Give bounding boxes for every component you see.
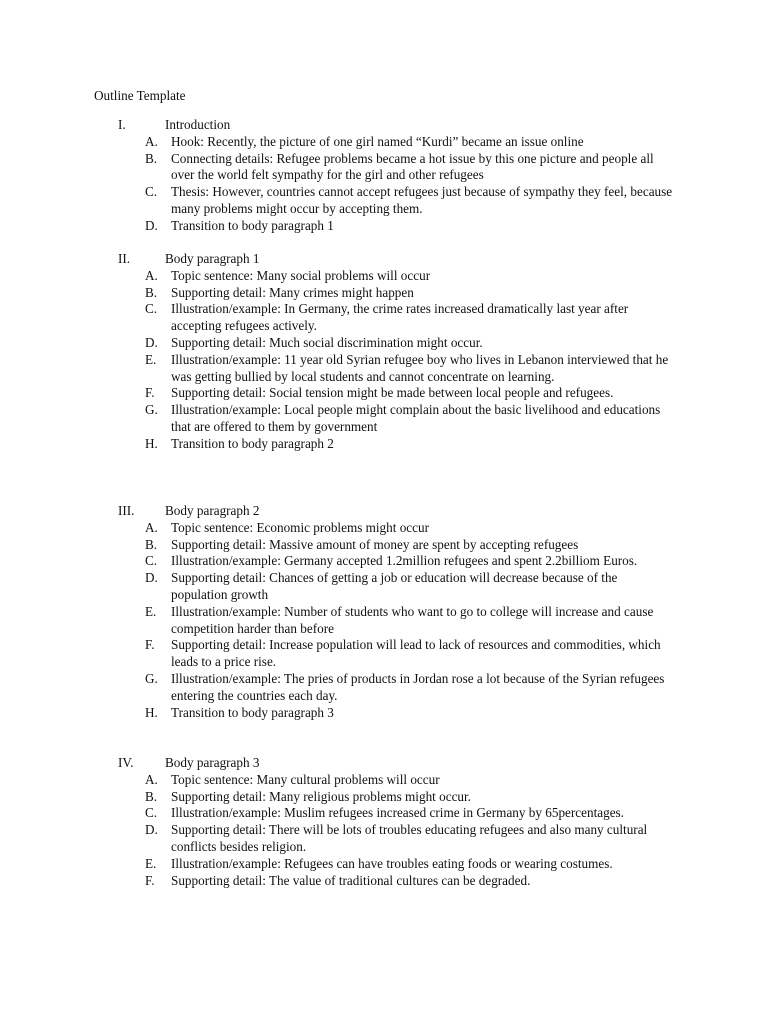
outline-item xyxy=(0,772,675,789)
item-letter: A. xyxy=(145,267,158,283)
item-letter: B. xyxy=(145,788,158,804)
outline-item xyxy=(0,671,675,705)
section-title: Body paragraph 3 xyxy=(165,755,260,770)
item-letter: F. xyxy=(145,872,155,888)
item-letter: D. xyxy=(145,217,158,233)
item-letter: B. xyxy=(145,284,158,300)
item-text: Supporting detail: Many religious problems might occur. xyxy=(171,788,471,804)
outline-item xyxy=(0,604,675,638)
item-letter: E. xyxy=(145,603,157,619)
item-text: Illustration/example: Refugees can have troubles eating foods or wearing costumes. xyxy=(171,855,613,871)
section-heading xyxy=(0,117,768,134)
item-text: Transition to body paragraph 1 xyxy=(171,217,334,233)
item-text: Topic sentence: Many cultural problems will occur xyxy=(171,771,440,787)
item-text: Illustration/example: Local people might complain about the basic livelihood and educations that are offered to them by government xyxy=(171,402,661,434)
item-letter: A. xyxy=(145,133,158,149)
outline-item xyxy=(0,637,675,671)
outline-item xyxy=(0,335,675,352)
section-numeral: I. xyxy=(118,117,126,132)
item-text: Thesis: However, countries cannot accept refugees just because of sympathy they feel, because many problems might occur by accepting them. xyxy=(171,184,673,216)
item-text: Illustration/example: In Germany, the crime rates increased dramatically last year after accepting refugees actively. xyxy=(171,301,629,334)
item-text: Supporting detail: There will be lots of troubles educating refugees and also many cultural conflicts besides religion. xyxy=(171,822,648,854)
item-text: Topic sentence: Economic problems might occur xyxy=(171,519,429,535)
outline-item xyxy=(0,285,675,302)
item-text: Illustration/example: Germany accepted 1.2million refugees and spent 2.2billiom Euros. xyxy=(171,553,638,569)
item-text: Supporting detail: The value of traditional cultures can be degraded. xyxy=(171,872,531,888)
item-letter: D. xyxy=(145,570,158,586)
item-letter: H. xyxy=(145,435,158,451)
item-text: Supporting detail: Chances of getting a job or education will decrease because of the population growth xyxy=(171,570,618,602)
item-letter: D. xyxy=(145,334,158,350)
outline-item xyxy=(0,873,675,890)
outline-item xyxy=(0,301,675,335)
section-numeral: IV. xyxy=(118,755,134,770)
outline-item xyxy=(0,520,675,537)
outline-item xyxy=(0,537,675,554)
section-title: Body paragraph 2 xyxy=(165,503,260,518)
item-letter: C. xyxy=(145,184,158,200)
section-heading xyxy=(0,755,768,772)
section-title: Introduction xyxy=(165,117,231,132)
outline-item xyxy=(0,151,675,185)
outline-item xyxy=(0,705,675,722)
item-text: Supporting detail: Massive amount of money are spent by accepting refugees xyxy=(171,536,579,552)
outline-item xyxy=(0,436,675,453)
outline-item xyxy=(0,856,675,873)
outline-item xyxy=(0,553,675,570)
section-heading xyxy=(0,251,768,268)
item-letter: G. xyxy=(145,402,158,418)
item-text: Topic sentence: Many social problems will occur xyxy=(171,267,431,283)
outline-item xyxy=(0,402,675,436)
item-letter: E. xyxy=(145,351,157,367)
item-letter: C. xyxy=(145,805,158,821)
section-numeral: II. xyxy=(118,251,131,266)
item-letter: E. xyxy=(145,855,157,871)
item-letter: B. xyxy=(145,150,158,166)
outline-item xyxy=(0,789,675,806)
outline-item xyxy=(0,134,675,151)
item-letter: H. xyxy=(145,704,158,720)
section-title: Body paragraph 1 xyxy=(165,251,260,266)
section-numeral: III. xyxy=(118,503,135,518)
item-letter: G. xyxy=(145,670,158,686)
outline-item xyxy=(0,184,675,218)
item-text: Illustration/example: Muslim refugees increased crime in Germany by 65percentages. xyxy=(171,805,624,821)
item-letter: B. xyxy=(145,536,158,552)
outline-item xyxy=(0,822,675,856)
item-text: Transition to body paragraph 3 xyxy=(171,704,334,720)
item-letter: D. xyxy=(145,822,158,838)
outline-item xyxy=(0,352,675,386)
section-body-paragraph-1 xyxy=(0,251,768,453)
outline-item xyxy=(0,570,675,604)
outline-item xyxy=(0,385,675,402)
item-text: Illustration/example: Number of students who want to go to college will increase and cause competition harder than before xyxy=(171,603,654,636)
item-text: Hook: Recently, the picture of one girl named “Kurdi” became an issue online xyxy=(171,133,584,149)
item-text: Supporting detail: Social tension might be made between local people and refugees. xyxy=(171,385,614,401)
outline-item xyxy=(0,218,675,235)
item-text: Illustration/example: 11 year old Syrian refugee boy who lives in Lebanon interviewed that he was getting bullied by local students and cannot concentrate on learning. xyxy=(171,351,669,384)
item-letter: F. xyxy=(145,637,155,653)
section-body-paragraph-3 xyxy=(0,755,768,889)
item-text: Transition to body paragraph 2 xyxy=(171,435,334,451)
outline-item xyxy=(0,805,675,822)
section-heading xyxy=(0,503,768,520)
item-letter: C. xyxy=(145,553,158,569)
item-letter: A. xyxy=(145,519,158,535)
section-body-paragraph-2 xyxy=(0,503,768,721)
item-text: Supporting detail: Much social discrimination might occur. xyxy=(171,334,483,350)
item-text: Supporting detail: Increase population will lead to lack of resources and commodities, which leads to a price rise. xyxy=(171,637,661,670)
item-letter: F. xyxy=(145,385,155,401)
item-text: Supporting detail: Many crimes might happen xyxy=(171,284,414,300)
page-title: Outline Template xyxy=(94,88,186,103)
item-text: Illustration/example: The pries of products in Jordan rose a lot because of the Syrian refugees entering the countries each day. xyxy=(171,670,665,703)
item-letter: A. xyxy=(145,771,158,787)
section-introduction xyxy=(0,117,768,235)
item-text: Connecting details: Refugee problems became a hot issue by this one picture and people all over the world felt sympathy for the girl and other refugees xyxy=(171,150,654,183)
item-letter: C. xyxy=(145,301,158,317)
outline-item xyxy=(0,268,675,285)
